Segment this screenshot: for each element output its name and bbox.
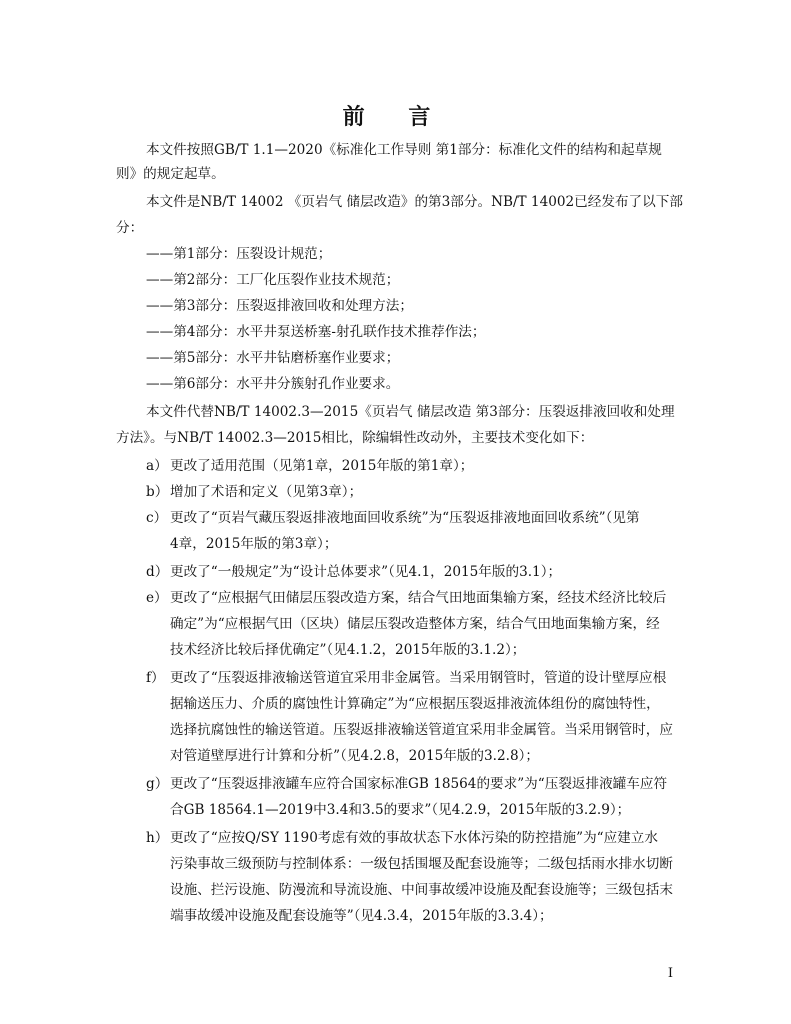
page-title: 前 言 bbox=[342, 105, 449, 130]
list-item bbox=[146, 508, 640, 528]
item-text: 更改了“压裂返排液输送管道宜采用非金属管。当采用钢管时，管道的设计壁厚应根 bbox=[170, 670, 667, 686]
item-text: 合GB 18564.1—2019中3.4和3.5的要求”（见4.2.9，2015年版的3.2.9）； bbox=[170, 802, 631, 818]
paragraph-line: 分： bbox=[116, 220, 144, 236]
list-item bbox=[146, 482, 362, 502]
paragraph-line: 本文件代替NB/T 14002.3—2015《页岩气 储层改造 第3部分：压裂返排液回收和处理 bbox=[146, 404, 675, 420]
item-text: 设施、拦污设施、防漫流和导流设施、中间事故缓冲设施及配套设施等；三级包括末 bbox=[170, 882, 673, 898]
list-item: ——第3部分：压裂返排液回收和处理方法； bbox=[146, 298, 413, 314]
item-text: 更改了“压裂返排液罐车应符合国家标准GB 18564的要求”为“压裂返排液罐车应符 bbox=[170, 776, 668, 792]
list-item bbox=[146, 774, 667, 794]
item-text: 4章，2015年版的第3章）； bbox=[170, 536, 338, 552]
item-text: 更改了“一般规定”为“设计总体要求”（见4.1，2015年版的3.1）； bbox=[170, 564, 562, 580]
item-text: 更改了“应按Q/SY 1190考虑有效的事故状态下水体污染的防控措施”为“应建立水 bbox=[170, 830, 658, 846]
item-label: h） bbox=[146, 830, 169, 846]
page-number: I bbox=[667, 966, 673, 981]
item-label: b） bbox=[146, 484, 169, 500]
paragraph-line: 则》的规定起草。 bbox=[116, 166, 225, 182]
item-text: 增加了术语和定义（见第3章）； bbox=[170, 484, 363, 500]
paragraph-line: 本文件按照GB/T 1.1—2020《标准化工作导则 第1部分：标准化文件的结构和起草规 bbox=[146, 142, 662, 158]
item-label: f） bbox=[146, 670, 165, 686]
item-text: 选择抗腐蚀性的输送管道。压裂返排液输送管道宜采用非金属管。当采用钢管时，应 bbox=[170, 722, 673, 738]
list-item bbox=[146, 588, 666, 608]
item-label: c） bbox=[146, 510, 168, 526]
paragraph-line: 本文件是NB/T 14002 《页岩气 储层改造》的第3部分。NB/T 14002已经发布了以下部 bbox=[146, 194, 683, 210]
item-label: g） bbox=[146, 776, 169, 792]
list-item bbox=[146, 668, 666, 688]
list-item bbox=[146, 562, 561, 582]
item-label: e） bbox=[146, 590, 168, 606]
list-item bbox=[146, 456, 473, 476]
paragraph-line: 方法》。与NB/T 14002.3—2015相比，除编辑性改动外，主要技术变化如下： bbox=[116, 430, 594, 446]
item-text: 端事故缓冲设施及配套设施等”（见4.3.4，2015年版的3.3.4）； bbox=[170, 908, 553, 924]
item-text: 更改了“页岩气藏压裂返排液地面回收系统”为“压裂返排液地面回收系统”（见第 bbox=[170, 510, 640, 526]
item-text: 更改了“应根据气田储层压裂改造方案，结合气田地面集输方案，经技术经济比较后 bbox=[170, 590, 667, 606]
item-label: d） bbox=[146, 564, 169, 580]
list-item: ——第5部分：水平井钻磨桥塞作业要求； bbox=[146, 350, 400, 366]
list-item: ——第2部分：工厂化压裂作业技术规范； bbox=[146, 272, 400, 288]
item-label: a） bbox=[146, 458, 168, 474]
item-text: 确定”为“应根据气田（区块）储层压裂改造整体方案，结合气田地面集输方案，经 bbox=[170, 616, 660, 632]
item-text: 对管道壁厚进行计算和分析”（见4.2.8，2015年版的3.2.8）； bbox=[170, 748, 539, 764]
item-text: 污染事故三级预防与控制体系：一级包括围堰及配套设施等；二级包括雨水排水切断 bbox=[170, 856, 673, 872]
list-item: ——第1部分：压裂设计规范； bbox=[146, 246, 332, 262]
list-item: ——第4部分：水平井泵送桥塞-射孔联作技术推荐作法； bbox=[146, 324, 486, 340]
list-item: ——第6部分：水平井分簇射孔作业要求。 bbox=[146, 376, 400, 392]
list-item bbox=[146, 828, 658, 848]
item-text: 技术经济比较后择优确定”（见4.1.2，2015年版的3.1.2）； bbox=[170, 642, 526, 658]
item-text: 据输送压力、介质的腐蚀性计算确定”为“应根据压裂返排液流体组份的腐蚀特性， bbox=[170, 696, 660, 712]
item-text: 更改了适用范围（见第1章，2015年版的第1章）； bbox=[170, 458, 474, 474]
